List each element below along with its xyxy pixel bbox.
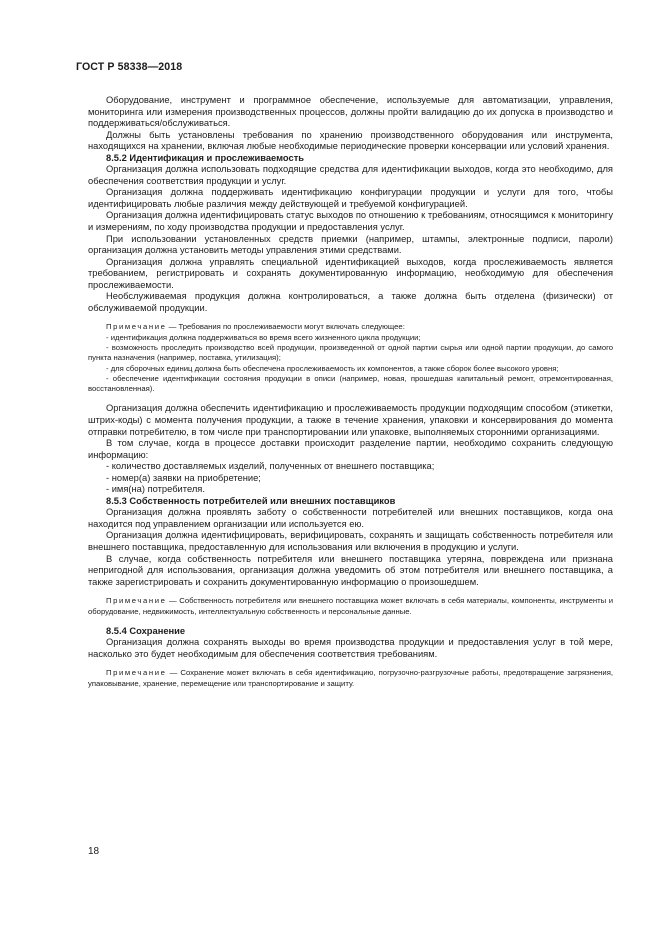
note-traceability bbox=[88, 322, 613, 394]
note-item: - обеспечение идентификации состояния продукции в описи (например, новая, прошедшая капитальный ремонт, отремонтированная, восстановленная). bbox=[88, 373, 613, 394]
section-heading-8-5-3: 8.5.3 Собственность потребителей или внешних поставщиков bbox=[106, 495, 396, 506]
paragraph: Организация должна управлять специальной идентификацией выходов, когда прослеживаемость является требованием, регистрировать и сохранять документированную информацию, необходимую для обеспечения прослеживаемости. bbox=[88, 256, 613, 290]
note-text: — Сохранение может включать в себя идентификацию, погрузочно-разгрузочные работы, предотвращение загрязнения, упаковывание, хранение, перемещение или транспортирование и защиту. bbox=[88, 668, 613, 688]
note-item: - возможность проследить производство всей продукции, произведенной от одной партии сырья или одной партии продукции, до самого пункта назначения (например, поставка, утилизация); bbox=[88, 342, 613, 363]
note-text: — Требования по прослеживаемости могут включать следующее: bbox=[166, 322, 405, 332]
paragraph: Оборудование, инструмент и программное обеспечение, используемые для автоматизации, управления, мониторинга или измерения производственных процессов, должны пройти валидацию до их допуска в производство и поддерживаться/обслуживаться. bbox=[88, 95, 613, 129]
paragraph: Организация должна проявлять заботу о собственности потребителей или внешних поставщиков, когда она находится под управлением организации или используется ею. bbox=[88, 507, 613, 529]
note-label: Примечание bbox=[106, 668, 167, 678]
list-item: - номер(а) заявки на приобретение; bbox=[106, 472, 261, 483]
paragraph: Должны быть установлены требования по хранению производственного оборудования или инструмента, находящихся на хранении, включая любые необходимые периодические проверки консервации или условий хранения. bbox=[88, 129, 613, 152]
paragraph: Организация должна использовать подходящие средства для идентификации выходов, когда это необходимо, для обеспечения соответствия продукции и услуг. bbox=[88, 164, 613, 186]
note-item: - для сборочных единиц должна быть обеспечена прослеживаемость их компонентов, а также сборок более высокого уровня; bbox=[106, 363, 559, 373]
page-body bbox=[88, 95, 613, 698]
note-property bbox=[88, 596, 613, 617]
paragraph: В случае, когда собственность потребителя или внешнего поставщика утеряна, повреждена или признана непригодной для использования, организация должна уведомить об этом потребителя или внешнего поставщика, а также зарегистрировать и сохранить документированную информацию о произошедшем. bbox=[88, 553, 613, 587]
note-item: - идентификация должна поддерживаться во время всего жизненного цикла продукции; bbox=[106, 332, 421, 342]
paragraph: При использовании установленных средств приемки (например, штампы, электронные подписи, пароли) организация должна установить методы управления этими средствами. bbox=[88, 233, 613, 256]
page-number: 18 bbox=[88, 846, 100, 857]
section-heading-8-5-2: 8.5.2 Идентификация и прослеживаемость bbox=[106, 152, 305, 163]
note-label: Примечание bbox=[106, 322, 167, 332]
paragraph: В том случае, когда в процессе доставки происходит разделение партии, необходимо сохранить следующую информацию: bbox=[88, 438, 613, 460]
note-preservation bbox=[88, 668, 613, 689]
list-item: - количество доставляемых изделий, полученных от внешнего поставщика; bbox=[106, 461, 435, 472]
note-text: — Собственность потребителя или внешнего поставщика может включать в себя материалы, компоненты, инструменты и оборудование, недвижимость, интеллектуальную собственность и персональные данные. bbox=[88, 596, 613, 616]
note-label: Примечание bbox=[106, 596, 167, 606]
list-item: - имя(на) потребителя. bbox=[106, 484, 205, 495]
paragraph: Необслуживаемая продукция должна контролироваться, а также должна быть отделена (физически) от обслуживаемой продукции. bbox=[88, 291, 613, 313]
section-heading-8-5-4: 8.5.4 Сохранение bbox=[106, 625, 186, 636]
paragraph: Организация должна идентифицировать статус выходов по отношению к требованиям, относящимся к мониторингу и измерениям, по ходу производства продукции и предоставления услуг. bbox=[88, 210, 613, 233]
paragraph: Организация должна идентифицировать, верифицировать, сохранять и защищать собственность потребителя или внешнего поставщика, предоставленную для использования или включения в продукцию и услуги. bbox=[88, 530, 613, 553]
paragraph: Организация должна сохранять выходы во время производства продукции и предоставления услуг в той мере, насколько это будет необходимым для обеспечения соответствия требованиям. bbox=[88, 637, 613, 659]
paragraph: Организация должна обеспечить идентификацию и прослеживаемость продукции подходящим способом (этикетки, штрих-коды) с момента получения продукции, а также в течение хранения, упаковки и консервирования до момента отправки потребителю, в том числе при транспортировании или упаковке, выполняемых сторонними организациями. bbox=[88, 403, 613, 437]
page-header-title: ГОСТ Р 58338—2018 bbox=[76, 61, 183, 73]
paragraph: Организация должна поддерживать идентификацию конфигурации продукции и услуги для того, чтобы идентифицировать любые различия между действующей и требуемой конфигурацией. bbox=[88, 187, 613, 209]
